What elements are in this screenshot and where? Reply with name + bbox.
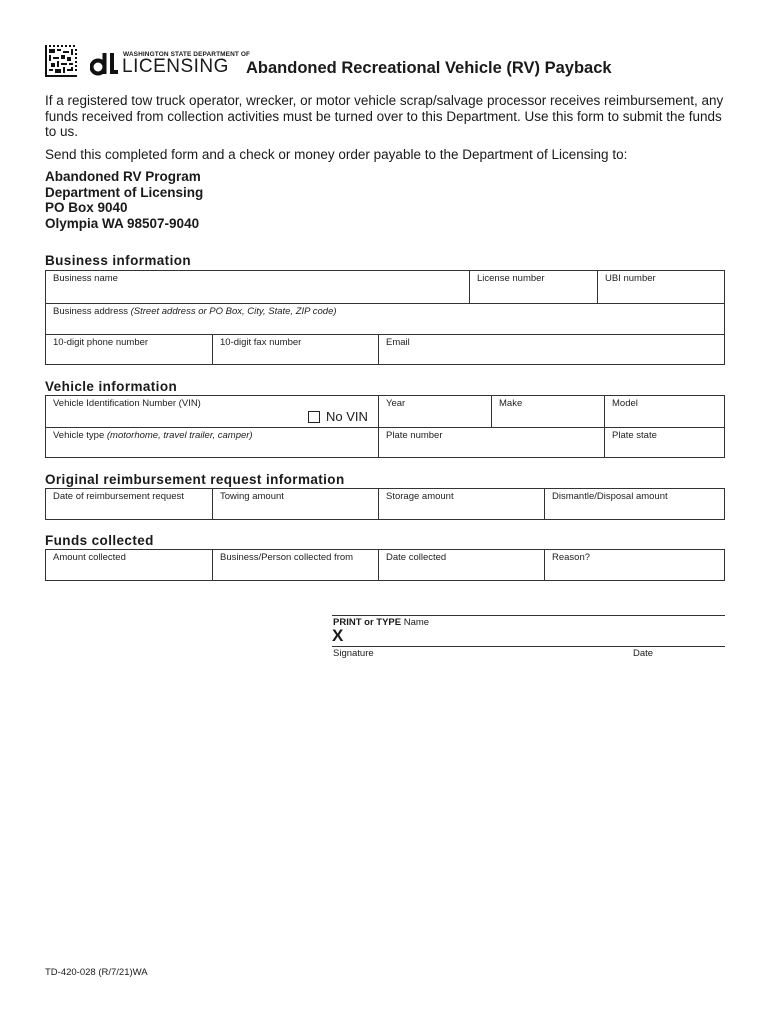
- plate-state-label: Plate state: [612, 430, 657, 441]
- model-label: Model: [612, 398, 638, 409]
- checkbox-box-icon: [308, 411, 320, 423]
- year-field[interactable]: [378, 396, 491, 427]
- amount-collected-field[interactable]: [46, 550, 212, 580]
- signature-x-mark: X: [332, 626, 344, 645]
- no-vin-checkbox[interactable]: [308, 409, 368, 424]
- business-info-table: [45, 270, 725, 365]
- business-name-field[interactable]: [46, 271, 469, 303]
- signature-date-label: Date: [633, 648, 654, 659]
- business-address-label-text: Business address: [53, 306, 128, 317]
- section-title-original-request: Original reimbursement request information: [45, 472, 345, 487]
- business-address-field[interactable]: [46, 304, 724, 334]
- vin-label: Vehicle Identification Number (VIN): [53, 398, 201, 409]
- reason-field[interactable]: [544, 550, 724, 580]
- towing-amount-field[interactable]: [212, 489, 378, 519]
- reimbursement-date-field[interactable]: [46, 489, 212, 519]
- signature-field[interactable]: [350, 628, 720, 645]
- table-row: [46, 303, 724, 334]
- vin-field[interactable]: [46, 396, 378, 427]
- ubi-number-field[interactable]: [597, 271, 724, 303]
- address-line: Abandoned RV Program: [45, 169, 201, 184]
- business-address-hint: (Street address or PO Box, City, State, ZIP code): [130, 306, 337, 317]
- fax-number-label: 10-digit fax number: [220, 337, 302, 348]
- signature-label: Signature: [333, 648, 374, 659]
- towing-amount-label: Towing amount: [220, 491, 284, 502]
- funds-collected-table: [45, 549, 725, 581]
- logo-licensing: LICENSING: [122, 56, 229, 77]
- business-name-label: Business name: [53, 273, 118, 284]
- plate-number-field[interactable]: [378, 428, 604, 457]
- signature-line: [332, 646, 725, 647]
- date-collected-field[interactable]: [378, 550, 544, 580]
- dol-logo-mark-icon: [90, 50, 118, 76]
- collected-from-label: Business/Person collected from: [220, 552, 354, 563]
- print-name-line: [332, 615, 725, 616]
- address-line: Olympia WA 98507-9040: [45, 215, 200, 231]
- license-number-field[interactable]: [469, 271, 597, 303]
- send-instruction: Send this completed form and a check or money order payable to the Department of Licensing to:: [45, 147, 628, 162]
- email-field[interactable]: [378, 335, 724, 364]
- form-number: TD-420-028 (R/7/21)WA: [45, 967, 148, 978]
- vehicle-type-label-text: Vehicle type: [53, 430, 105, 441]
- model-field[interactable]: [604, 396, 724, 427]
- address-line: Department of Licensing: [45, 184, 204, 200]
- form-title: Abandoned Recreational Vehicle (RV) Payback: [246, 59, 612, 77]
- vehicle-type-hint: (motorhome, travel trailer, camper): [106, 430, 253, 441]
- fax-number-field[interactable]: [212, 335, 378, 364]
- mailing-address: [45, 169, 203, 231]
- plate-state-field[interactable]: [604, 428, 724, 457]
- reason-label: Reason?: [552, 552, 591, 563]
- dismantle-amount-field[interactable]: [544, 489, 724, 519]
- email-label: Email: [386, 337, 410, 348]
- storage-amount-label: Storage amount: [386, 491, 454, 502]
- section-title-vehicle: Vehicle information: [45, 379, 178, 394]
- vehicle-info-table: [45, 395, 725, 458]
- year-label: Year: [386, 398, 406, 409]
- date-collected-label: Date collected: [386, 552, 447, 563]
- print-name-label: [333, 617, 429, 628]
- dismantle-amount-label: Dismantle/Disposal amount: [552, 491, 668, 502]
- make-label: Make: [499, 398, 523, 409]
- reimbursement-date-label: Date of reimbursement request: [53, 491, 184, 502]
- phone-number-label: 10-digit phone number: [53, 337, 149, 348]
- original-request-table: [45, 488, 725, 520]
- print-name-label-rest: Name: [401, 617, 430, 628]
- plate-number-label: Plate number: [386, 430, 443, 441]
- collected-from-field[interactable]: [212, 550, 378, 580]
- section-title-funds: Funds collected: [45, 533, 154, 548]
- table-row: [46, 489, 724, 519]
- amount-collected-label: Amount collected: [53, 552, 126, 563]
- license-number-label: License number: [477, 273, 545, 284]
- phone-number-field[interactable]: [46, 335, 212, 364]
- vehicle-type-label: [53, 430, 253, 441]
- ubi-number-label: UBI number: [605, 273, 656, 284]
- table-row: [46, 427, 724, 457]
- print-name-label-bold: PRINT or TYPE: [333, 617, 402, 628]
- table-row: [46, 550, 724, 580]
- vehicle-type-field[interactable]: [46, 428, 378, 457]
- make-field[interactable]: [491, 396, 604, 427]
- storage-amount-field[interactable]: [378, 489, 544, 519]
- section-title-business: Business information: [45, 253, 192, 268]
- logo-department: WASHINGTON STATE DEPARTMENT OF: [123, 51, 251, 58]
- table-row: [46, 271, 724, 303]
- no-vin-label: No VIN: [326, 409, 368, 424]
- table-row: [46, 334, 724, 364]
- intro-paragraph: If a registered tow truck operator, wrecker, or motor vehicle scrap/salvage processor receives reimbursement, any funds received from collection activities must be turned over to this Department. Use this form to submit the funds to us.: [45, 93, 724, 139]
- dol-logo: [90, 48, 251, 78]
- address-line: PO Box 9040: [45, 200, 128, 215]
- business-address-label: [53, 306, 337, 317]
- table-row: [46, 396, 724, 427]
- qr-code: [45, 45, 77, 77]
